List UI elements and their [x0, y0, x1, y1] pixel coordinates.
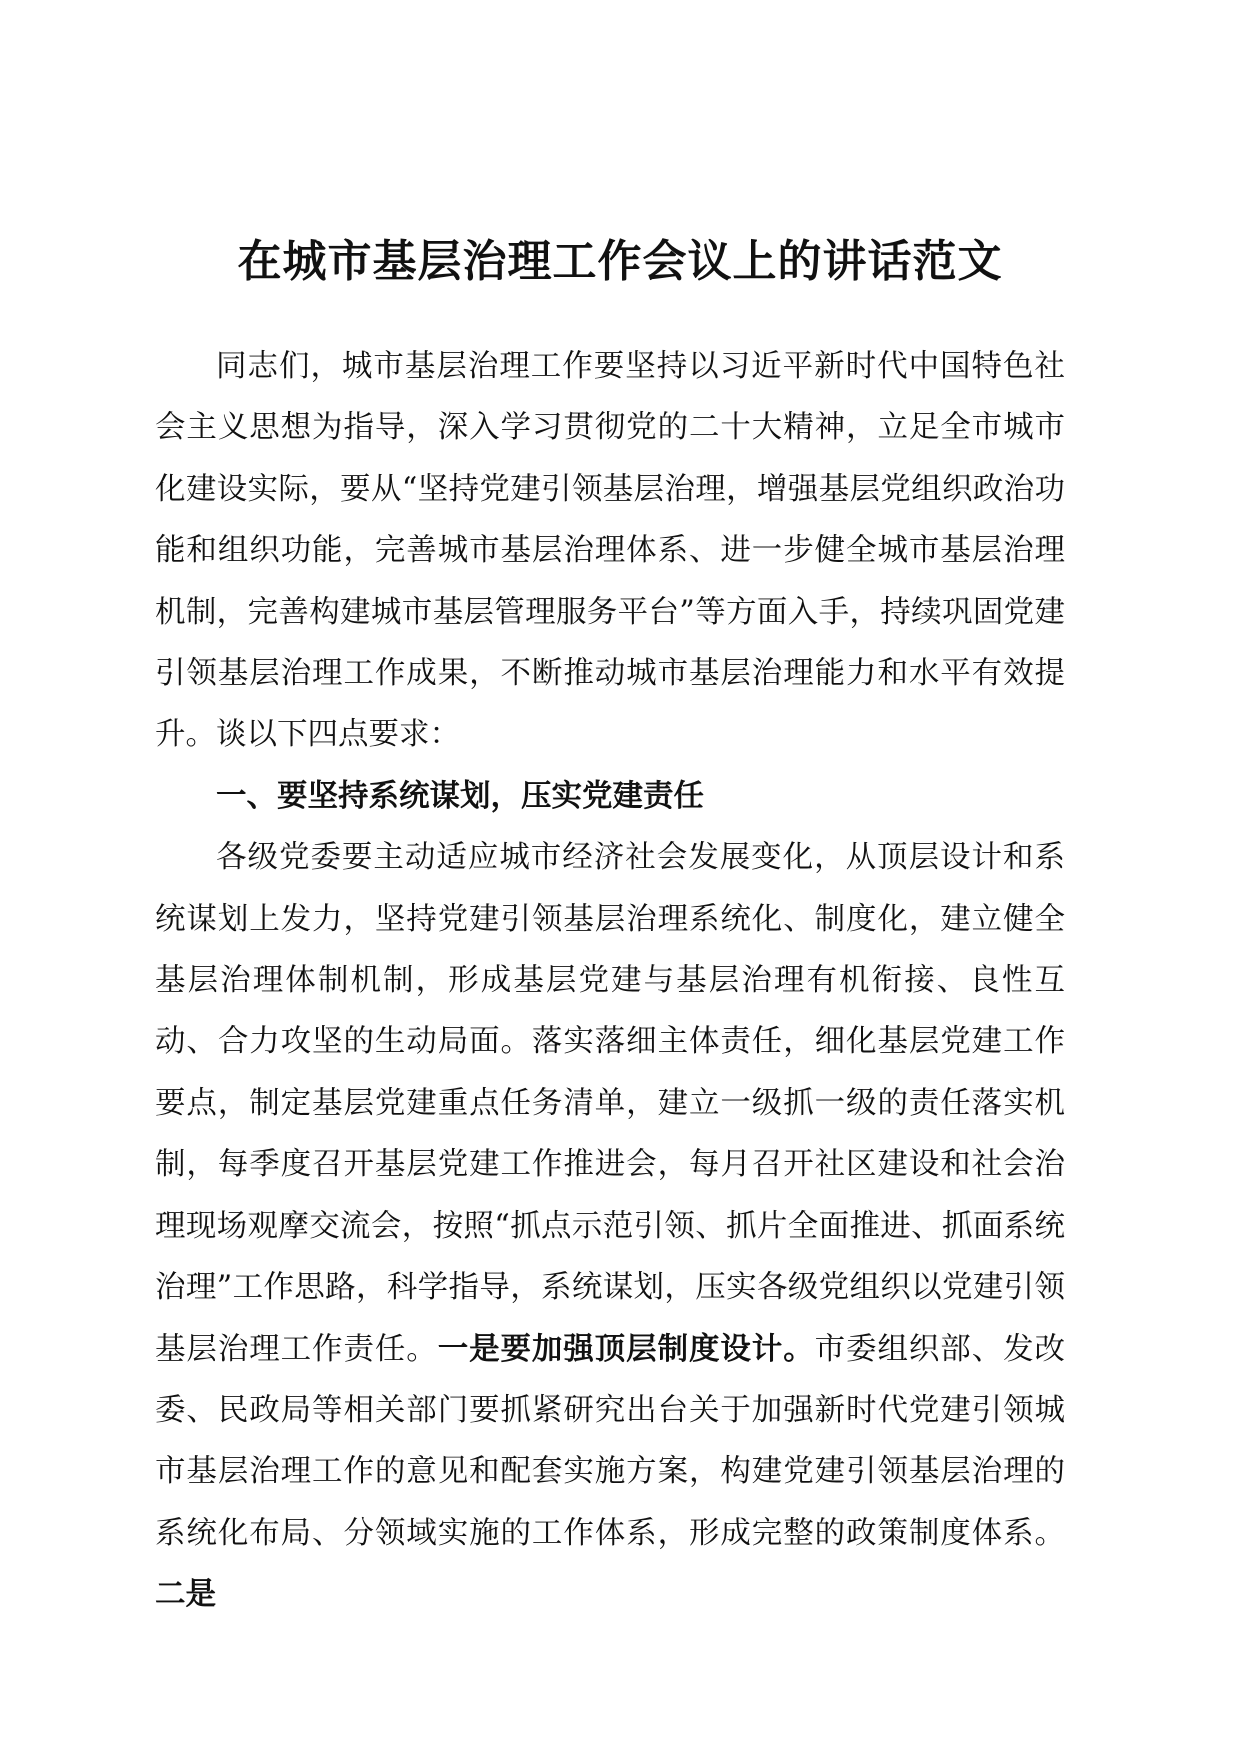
section-1-text-1: 各级党委要主动适应城市经济社会发展变化，从顶层设计和系统谋划上发力，坚持党建引领基层治理系统化、制度化，建立健全基层治理体制机制，形成基层党建与基层治理有机衔接、良性互动、合力攻坚的生动局面。落实落细主体责任，细化基层党建工作要点，制定基层党建重点任务清单，建立一级抓一级的责任落实机制，每季度召开基层党建工作推进会，每月召开社区建设和社会治理现场观摩交流会，按照“抓点示范引领、抓片全面推进、抓面系统治理”工作思路，科学指导，系统谋划，压实各级党组织以党建引领基层治理工作责任。	[155, 840, 1065, 1367]
section-heading-1: 一、要坚持系统谋划，压实党建责任	[216, 778, 704, 814]
section-1-text-2: 市委组织部、发改委、民政局等相关部门要抓紧研究出台关于加强新时代党建引领城市基层治理工作的意见和配套实施方案，构建党建引领基层治理的系统化布局、分领域实施的工作体系，形成完整的政策制度体系。	[155, 1331, 1066, 1551]
document-body	[155, 336, 1065, 1626]
section-1-bold-point-1: 一是要加强顶层制度设计。	[437, 1330, 815, 1367]
document-title: 在城市基层治理工作会议上的讲话范文	[237, 236, 1003, 287]
section-1-paragraph	[155, 827, 1065, 1625]
section-1-bold-point-2: 二是	[155, 1576, 216, 1613]
intro-paragraph: 同志们，城市基层治理工作要坚持以习近平新时代中国特色社会主义思想为指导，深入学习贯彻党的二十大精神，立足全市城市化建设实际，要从“坚持党建引领基层治理，增强基层党组织政治功能和组织功能，完善城市基层治理体系、进一步健全城市基层治理机制，完善构建城市基层管理服务平台”等方面入手，持续巩固党建引领基层治理工作成果，不断推动城市基层治理能力和水平有效提升。谈以下四点要求：	[155, 349, 1065, 753]
